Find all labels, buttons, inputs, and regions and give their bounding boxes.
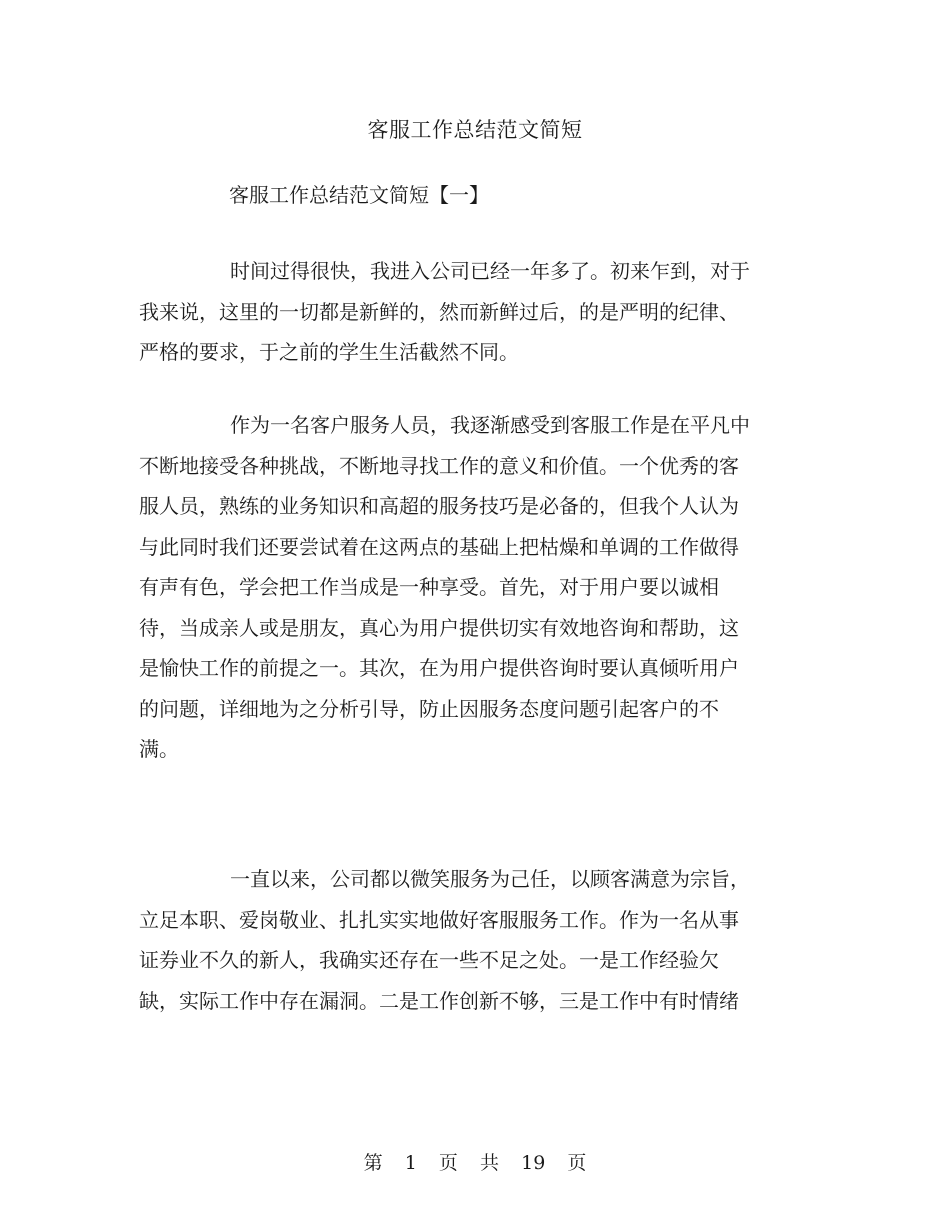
text-line: 严格的要求，于之前的学生生活截然不同。 (139, 340, 519, 364)
text-line: 不断地接受各种挑战，不断地寻找工作的意义和价值。一个优秀的客 (139, 453, 739, 478)
text-line: 待，当成亲人或是朋友，真心为用户提供切实有效地咨询和帮助，这 (139, 615, 739, 640)
document-title: 客服工作总结范文简短 (367, 118, 583, 142)
paragraph-1 (139, 251, 759, 373)
total-word: 页 (567, 1152, 587, 1174)
page-footer (0, 1148, 950, 1178)
text-line: 有声有色，学会把工作当成是一种享受。首先，对于用户要以诚相 (139, 575, 719, 599)
text-line: 与此同时我们还要尝试着在这两点的基础上把枯燥和单调的工作做得 (139, 534, 739, 559)
page-prefix: 第 (363, 1152, 383, 1174)
text-line: 我来说，这里的一切都是新鲜的，然而新鲜过后，的是严明的纪律、 (139, 299, 739, 324)
text-line: 满。 (139, 737, 179, 761)
text-line: 服人员，熟练的业务知识和高超的服务技巧是必备的，但我个人认为 (139, 494, 739, 518)
paragraph-2 (139, 405, 759, 770)
text-line: 立足本职、爱岗敬业、扎扎实实地做好客服服务工作。作为一名从事 (139, 907, 739, 932)
text-line: 是愉快工作的前提之一。其次，在为用户提供咨询时要认真倾听用户 (139, 656, 739, 680)
total-prefix: 共 (480, 1152, 500, 1174)
text-line: 时间过得很快，我进入公司已经一年多了。初来乍到，对于 (230, 259, 750, 283)
paragraph-3 (139, 859, 759, 1021)
text-line: 证券业不久的新人，我确实还存在一些不足之处。一是工作经验欠 (139, 948, 719, 972)
page-number: 1 (404, 1152, 417, 1174)
section-heading: 客服工作总结范文简短【一】 (229, 183, 489, 207)
page-word: 页 (438, 1152, 458, 1174)
text-line: 的问题，详细地为之分析引导，防止因服务态度问题引起客户的不 (139, 696, 719, 721)
text-line: 缺，实际工作中存在漏洞。二是工作创新不够，三是工作中有时情绪 (139, 988, 739, 1013)
text-line: 一直以来，公司都以微笑服务为己任，以顾客满意为宗旨， (230, 867, 750, 891)
total-pages: 19 (521, 1152, 546, 1174)
text-line: 作为一名客户服务人员，我逐渐感受到客服工作是在平凡中 (230, 413, 750, 437)
